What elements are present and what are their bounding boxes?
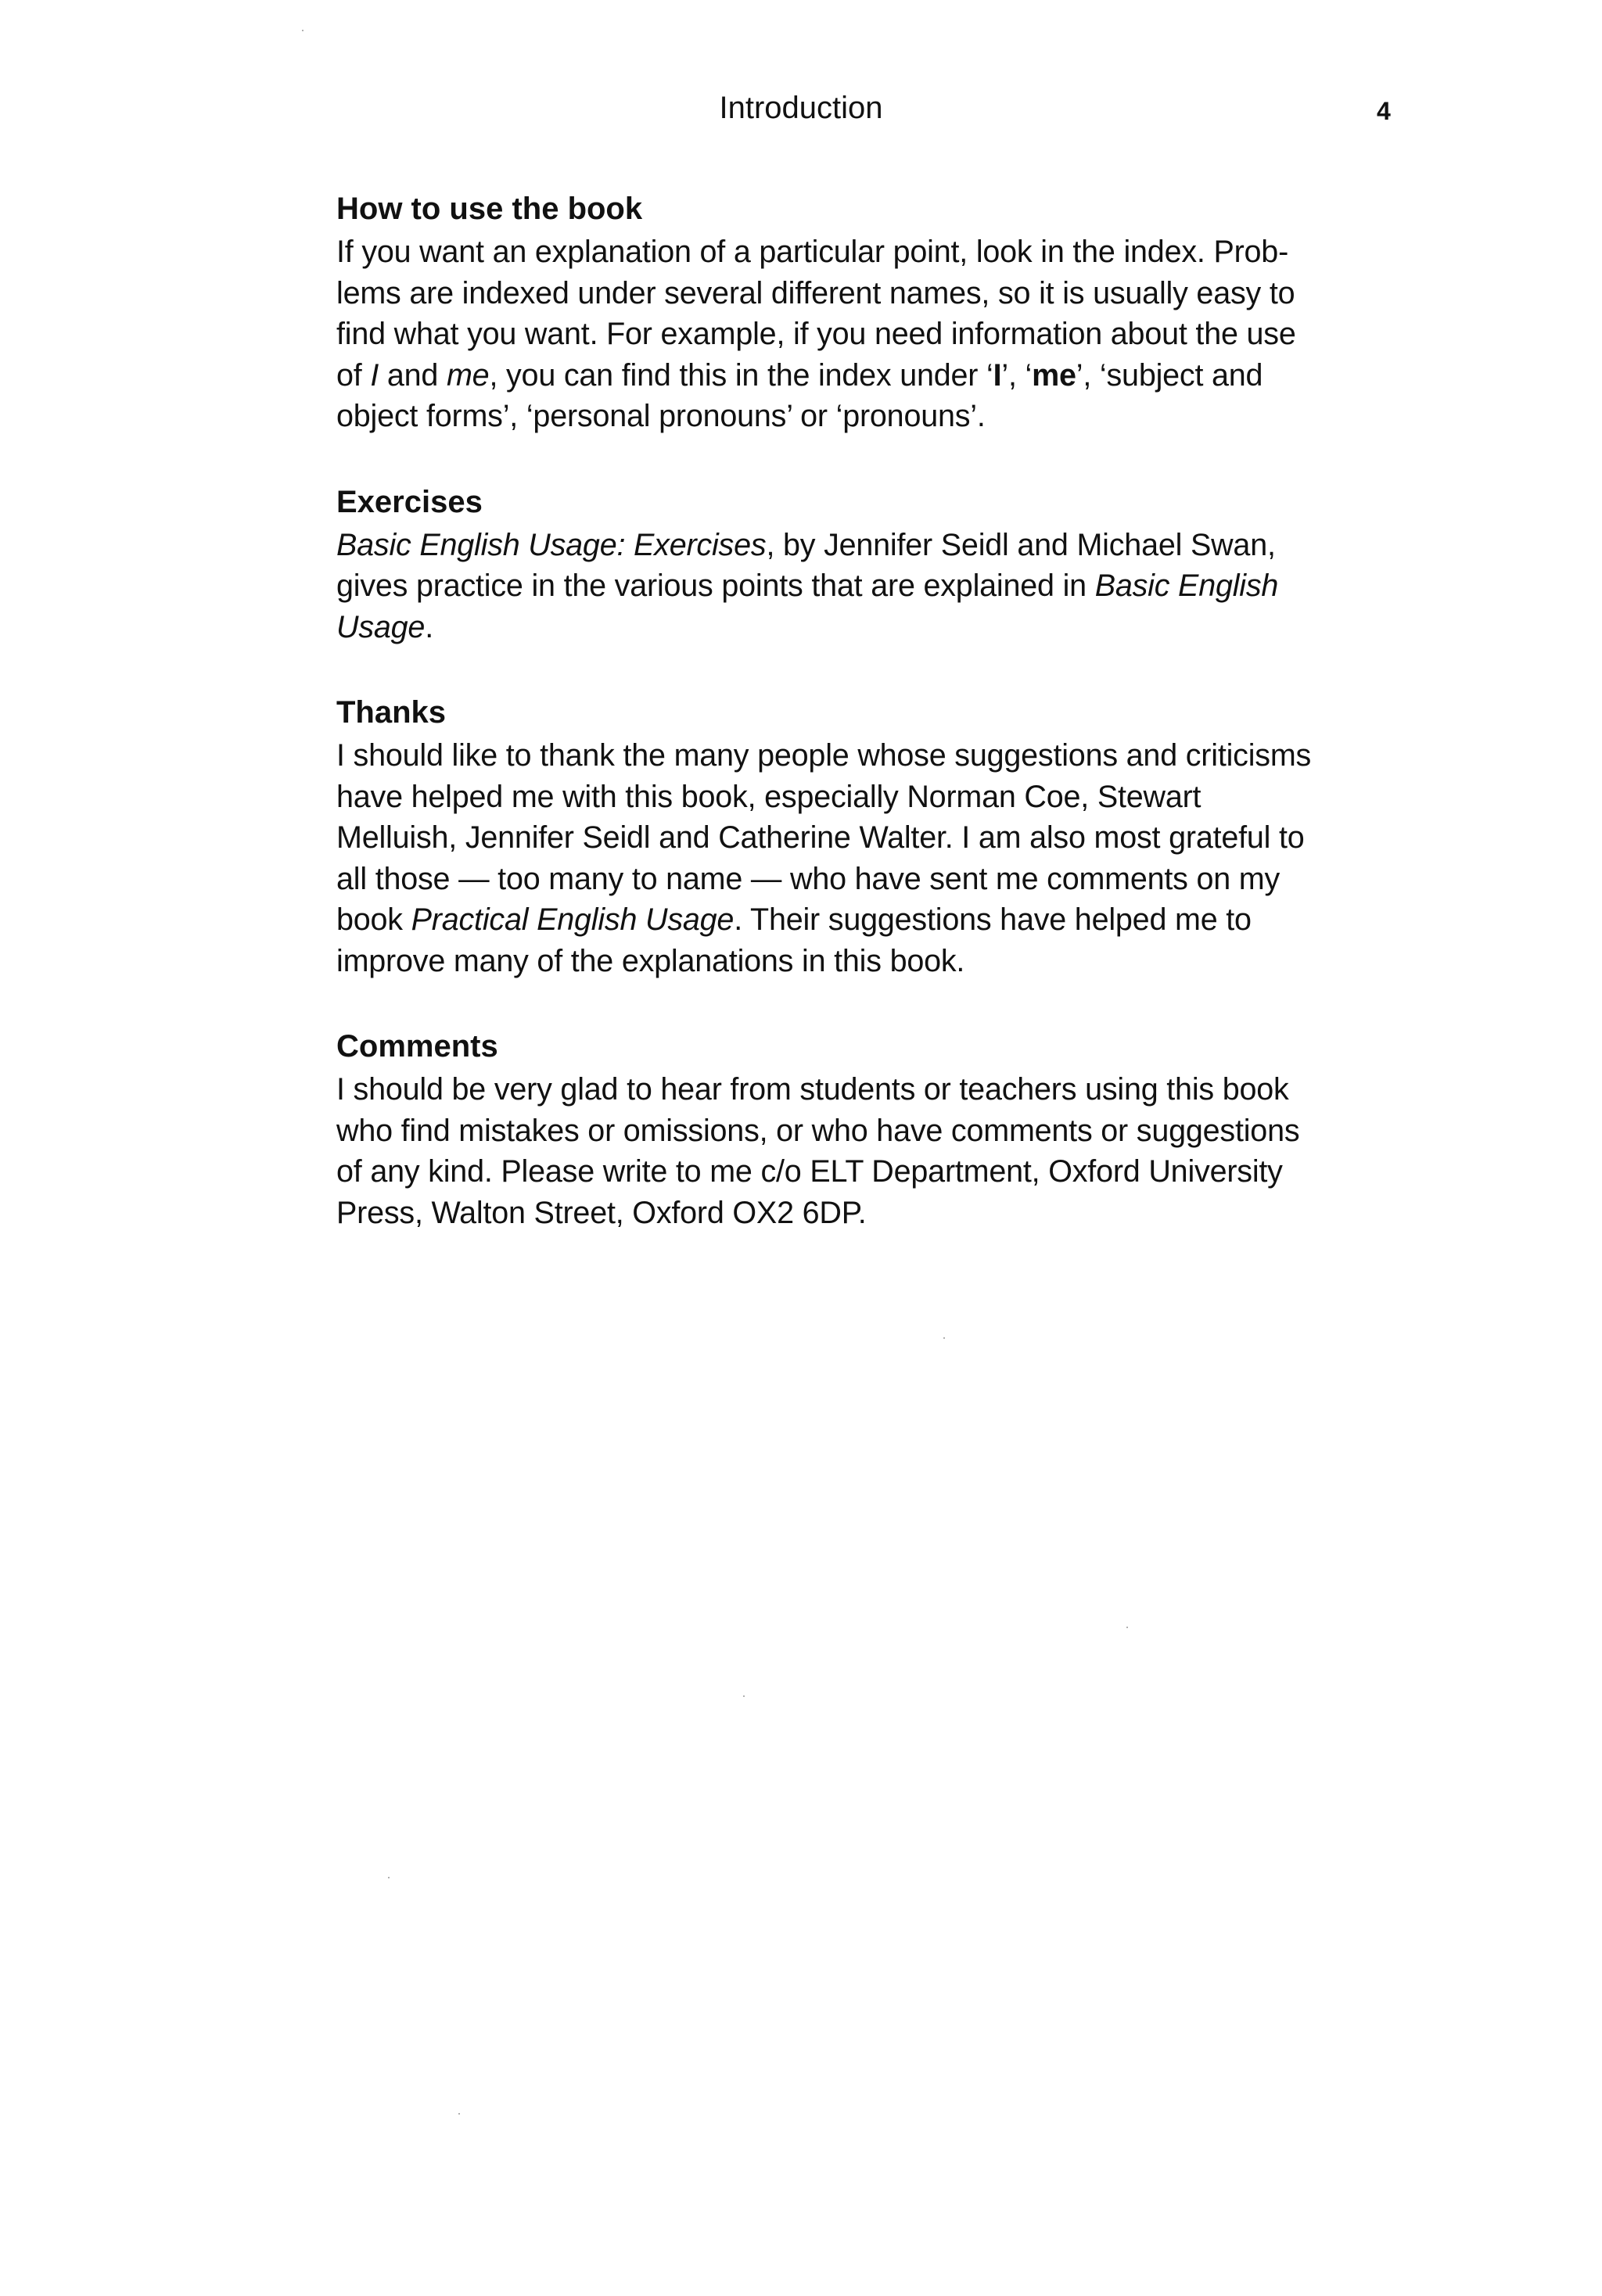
text-line: [336, 1193, 1408, 1234]
section-heading: Thanks: [336, 695, 447, 730]
text-run: book: [336, 902, 411, 937]
section-body: [336, 231, 1408, 437]
italic-text: Practical English Usage: [411, 902, 735, 937]
scan-speck: [743, 1695, 745, 1697]
text-line: [336, 941, 1408, 982]
text-line: [336, 273, 1408, 314]
section-heading: How to use the book: [336, 192, 643, 226]
text-line: [336, 1110, 1408, 1152]
text-run: lems are indexed under several different names, so it is usually easy to: [336, 275, 1295, 310]
text-line: [336, 1151, 1408, 1193]
page-header: [0, 84, 1602, 131]
text-run: .: [425, 609, 433, 644]
text-run: find what you want. For example, if you need information about the use: [336, 317, 1296, 351]
italic-text: Usage: [336, 609, 426, 644]
page-content: [336, 186, 1408, 1275]
scan-speck: [943, 1337, 945, 1339]
text-run: I should be very glad to hear from students or teachers using this book: [336, 1072, 1289, 1107]
page-number: 4: [1377, 97, 1391, 125]
scan-speck: [388, 1877, 390, 1878]
italic-text: me: [446, 357, 490, 393]
text-line: [336, 314, 1408, 355]
text-line: [336, 231, 1408, 273]
text-run: of any kind. Please write to me c/o ELT Department, Oxford University: [336, 1154, 1283, 1189]
text-line: [336, 355, 1408, 396]
text-line: [336, 859, 1408, 900]
text-run: object forms’, ‘personal pronouns’ or ‘pronouns’.: [336, 399, 986, 433]
text-line: [336, 735, 1408, 777]
text-line: [336, 817, 1408, 859]
text-run: ’, ‘: [1001, 357, 1033, 393]
italic-text: Basic English Usage: Exercises: [336, 527, 767, 562]
text-line: [336, 777, 1408, 818]
section: [336, 1024, 1408, 1233]
text-line: [336, 565, 1408, 607]
text-run: improve many of the explanations in this book.: [336, 943, 965, 978]
text-line: [336, 396, 1408, 437]
text-run: ’, ‘subject and: [1076, 357, 1263, 393]
text-run: have helped me with this book, especially Norman Coe, Stewart: [336, 779, 1202, 814]
section: [336, 186, 1408, 437]
text-line: [336, 899, 1408, 941]
text-run: . Their suggestions have helped me to: [734, 902, 1252, 937]
scan-speck: [1126, 1627, 1128, 1628]
section-body: [336, 735, 1408, 981]
text-run: , you can find this in the index under ‘: [489, 357, 993, 393]
section: [336, 479, 1408, 648]
section: [336, 690, 1408, 981]
italic-text: Basic English: [1094, 569, 1279, 603]
text-line: [336, 1069, 1408, 1110]
text-run: gives practice in the various points that are explained in: [336, 569, 1095, 603]
bold-text: I: [993, 357, 1002, 393]
text-run: If you want an explanation of a particular point, look in the index. Prob-: [336, 235, 1289, 269]
text-run: and: [379, 357, 447, 393]
text-line: [336, 607, 1408, 648]
section-body: [336, 525, 1408, 648]
text-run: Melluish, Jennifer Seidl and Catherine Walter. I am also most grateful to: [336, 820, 1305, 855]
text-run: of: [336, 357, 371, 393]
section-heading: Comments: [336, 1029, 498, 1064]
scan-speck: [458, 2113, 460, 2115]
text-line: [336, 525, 1408, 566]
bold-text: me: [1032, 357, 1076, 393]
text-run: who find mistakes or omissions, or who have comments or suggestions: [336, 1113, 1300, 1148]
text-run: all those — too many to name — who have sent me comments on my: [336, 861, 1281, 896]
italic-text: I: [370, 357, 379, 393]
running-title: Introduction: [719, 91, 883, 125]
text-run: , by Jennifer Seidl and Michael Swan,: [766, 527, 1276, 562]
section-heading: Exercises: [336, 484, 483, 519]
text-run: I should like to thank the many people whose suggestions and criticisms: [336, 738, 1312, 773]
text-run: Press, Walton Street, Oxford OX2 6DP.: [336, 1195, 867, 1230]
section-body: [336, 1069, 1408, 1233]
scan-speck: [302, 30, 304, 31]
